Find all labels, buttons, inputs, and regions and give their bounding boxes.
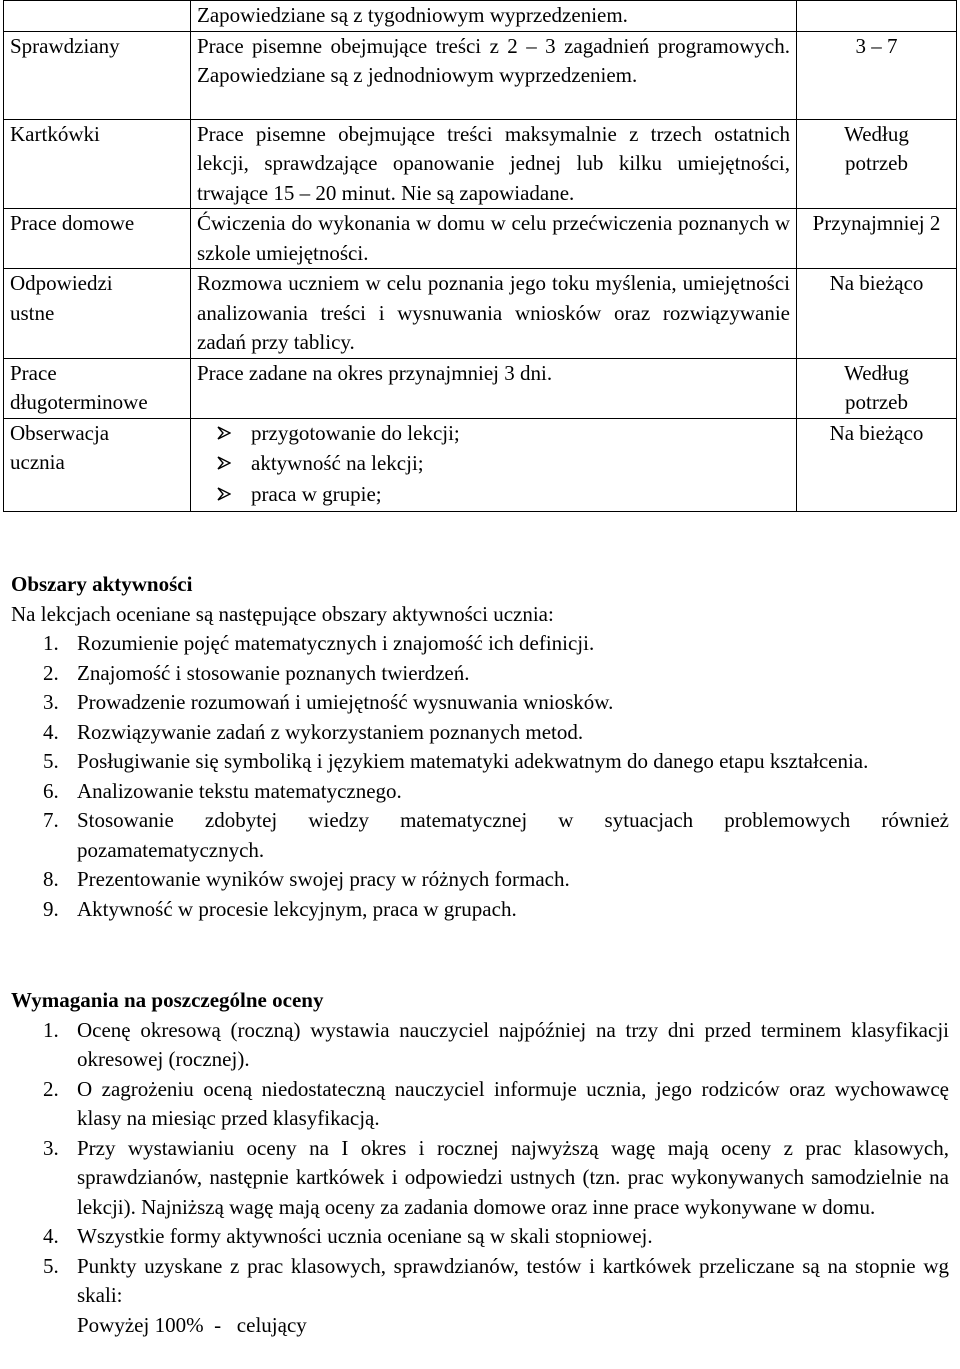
list-item <box>11 895 949 925</box>
form-description: Prace pisemne obejmujące treści maksymalnie z trzech ostatnich lekcji, sprawdzające opanowanie jednej lub kilku umiejętności, trwające 15 – 20 minut. Nie są zapowiadane. <box>191 119 797 209</box>
list-text: Rozwiązywanie zadań z wykorzystaniem poznanych metod. <box>77 719 584 744</box>
list-number: 5. <box>43 749 59 773</box>
form-name: Sprawdziany <box>4 31 191 119</box>
arrowhead-bullet-icon <box>217 481 251 511</box>
list-item <box>11 1222 949 1252</box>
form-frequency: 3 – 7 <box>797 31 957 119</box>
table-row <box>4 209 957 269</box>
bullet-list <box>197 419 790 511</box>
form-frequency <box>797 209 957 269</box>
list-item <box>11 688 949 718</box>
list-item <box>217 419 790 450</box>
list-text: Aktywność w procesie lekcyjnym, praca w grupach. <box>77 896 517 921</box>
table-row <box>4 119 957 209</box>
form-name <box>4 358 191 418</box>
table-row <box>4 1 957 32</box>
frequency-text: Według potrzeb <box>844 121 909 175</box>
form-description: Ćwiczenia do wykonania w domu w celu przećwiczenia poznanych w szkole umiejętności. <box>191 209 797 269</box>
table-cell-empty <box>797 1 957 32</box>
grade-requirements-section <box>11 986 949 1340</box>
list-item <box>11 659 949 689</box>
list-text: Ocenę okresową (roczną) wystawia nauczyciel najpóźniej na trzy dni przed terminem klasyfikacji okresowej (rocznej). <box>77 1017 949 1071</box>
list-number: 9. <box>43 896 59 921</box>
form-frequency: Na bieżąco <box>797 418 957 511</box>
list-text: O zagrożeniu oceną niedostateczną nauczyciel informuje ucznia, jego rodziców oraz wychowawcę klasy na miesiąc przed klasyfikacją. <box>77 1076 949 1130</box>
list-item <box>11 865 949 895</box>
list-text: Prowadzenie rozumowań i umiejętność wysnuwania wniosków. <box>77 690 614 714</box>
list-item <box>217 449 790 480</box>
assessment-forms-table <box>3 0 957 512</box>
list-item <box>11 718 949 748</box>
list-number: 7. <box>43 808 59 832</box>
bullet-text: aktywność na lekcji; <box>251 451 424 475</box>
list-text: Przy wystawianiu oceny na I okres i rocznej najwyższą wagę mają oceny z prac klasowych, sprawdzianów, następnie kartkówek i odpowiedzi ustnych (tzn. prac wykonywanych samodzielnie na lekcji). Najniższą wagę mają oceny za zadania domowe oraz inne prace wykonywane w domu. <box>77 1135 949 1219</box>
table-row <box>4 358 957 418</box>
list-text: Wszystkie formy aktywności ucznia oceniane są w skali stopniowej. <box>77 1224 653 1248</box>
list-item <box>11 777 949 807</box>
list-text: Punkty uzyskane z prac klasowych, sprawdzianów, testów i kartkówek przeliczane są na stopnie wg skali: <box>77 1253 949 1307</box>
list-item <box>11 806 949 865</box>
list-number: 4. <box>43 719 59 744</box>
frequency-text: Według potrzeb <box>844 360 909 414</box>
list-number: 3. <box>43 1135 59 1160</box>
table-row <box>4 418 957 511</box>
list-item <box>11 1252 949 1311</box>
fragment-text: Zapowiedziane są z tygodniowym wyprzedzeniem. <box>191 1 797 32</box>
requirements-list <box>11 1016 949 1311</box>
form-name-text: Obserwacja ucznia <box>10 420 110 474</box>
bullet-text: praca w grupie; <box>251 481 382 506</box>
list-item <box>11 1075 949 1134</box>
list-number: 8. <box>43 867 59 891</box>
list-number: 4. <box>43 1224 59 1248</box>
table-row <box>4 31 957 119</box>
section-heading: Obszary aktywności <box>11 572 193 596</box>
list-number: 2. <box>43 660 59 685</box>
list-text: Stosowanie zdobytej wiedzy matematycznej w sytuacjach problemowych również pozamatematycznych. <box>77 808 949 862</box>
form-bullets <box>191 418 797 511</box>
form-name <box>4 418 191 511</box>
bullet-text: przygotowanie do lekcji; <box>251 420 460 445</box>
list-text: Posługiwanie się symboliką i językiem matematyki adekwatnym do danego etapu kształcenia. <box>77 749 869 773</box>
form-name <box>4 269 191 359</box>
section-heading: Wymagania na poszczególne oceny <box>11 988 324 1012</box>
activity-areas-section <box>11 570 949 924</box>
list-number: 1. <box>43 631 59 655</box>
table-row <box>4 269 957 359</box>
list-number: 6. <box>43 778 59 803</box>
list-item <box>11 629 949 659</box>
activity-list <box>11 629 949 924</box>
list-item <box>11 1016 949 1075</box>
list-number: 3. <box>43 690 59 714</box>
arrowhead-bullet-icon <box>217 450 251 480</box>
list-item <box>11 747 949 777</box>
form-description: Rozmowa uczniem w celu poznania jego toku myślenia, umiejętności analizowania treści i wysnuwania wniosków oraz rozwiązywanie zadań przy tablicy. <box>191 269 797 359</box>
list-text: Rozumienie pojęć matematycznych i znajomość ich definicji. <box>77 631 595 655</box>
list-item <box>217 480 790 511</box>
list-text: Prezentowanie wyników swojej pracy w różnych formach. <box>77 867 570 891</box>
form-frequency <box>797 119 957 209</box>
section-intro: Na lekcjach oceniane są następujące obszary aktywności ucznia: <box>11 601 554 626</box>
list-number: 1. <box>43 1017 59 1042</box>
frequency-text: Przynajmniej 2 <box>812 211 941 235</box>
form-name-text: Odpowiedzi ustne <box>10 271 113 325</box>
form-frequency: Na bieżąco <box>797 269 957 359</box>
form-name: Kartkówki <box>4 119 191 209</box>
form-description: Prace pisemne obejmujące treści z 2 – 3 zagadnień programowych. Zapowiedziane są z jednodniowym wyprzedzeniem. <box>191 31 797 119</box>
form-description: Prace zadane na okres przynajmniej 3 dni. <box>191 358 797 418</box>
list-number: 2. <box>43 1076 59 1101</box>
grade-scale-line: Powyżej 100% - celujący <box>77 1312 307 1337</box>
form-name: Prace domowe <box>4 209 191 269</box>
list-text: Znajomość i stosowanie poznanych twierdzeń. <box>77 660 470 685</box>
table-cell-empty <box>4 1 191 32</box>
list-text: Analizowanie tekstu matematycznego. <box>77 778 402 803</box>
form-name-text: Prace długoterminowe <box>10 360 148 414</box>
arrowhead-bullet-icon <box>217 420 251 450</box>
form-frequency <box>797 358 957 418</box>
list-item <box>11 1134 949 1223</box>
list-number: 5. <box>43 1253 59 1278</box>
